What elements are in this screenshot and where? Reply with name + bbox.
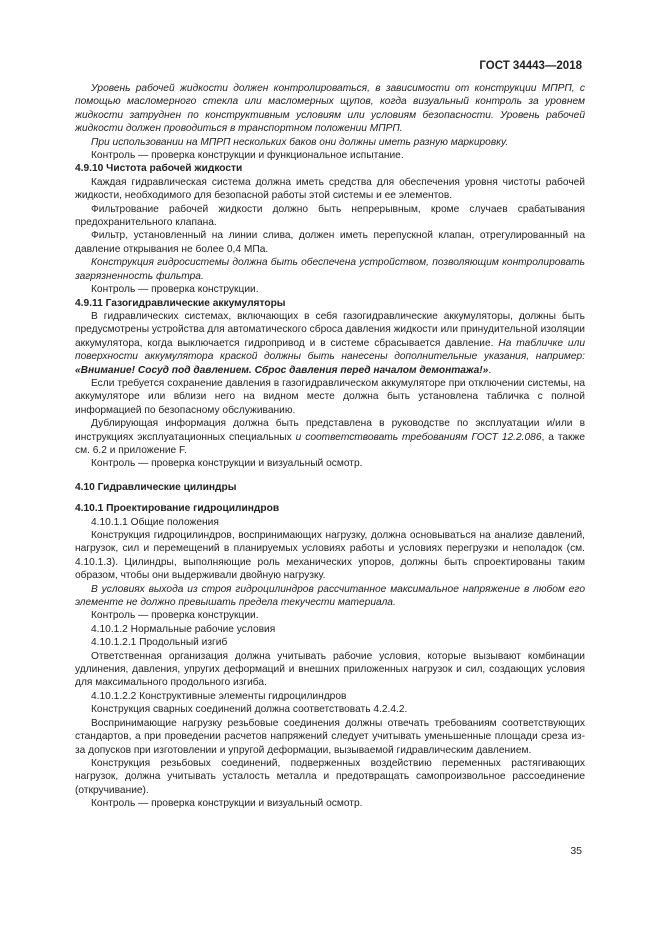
italic-paragraph: Конструкция гидросистемы должна быть обеспечена устройством, позволяющим контролировать загрязненность фильтра.: [75, 257, 585, 282]
text-run: «Внимание! Сосуд под давлением. Сброс давления перед началом демонтажа!»: [75, 364, 489, 376]
text-run: На табличке или поверхности аккумулятора краской должны быть нанесены дополнительные указания, например:: [75, 337, 585, 363]
paragraph: Конструкция резьбовых соединений, подверженных воздействию переменных растягивающих нагрузок, должна учитывать усталость металла и предотвращать самопроизвольное рассоединение (откручивание).: [75, 757, 585, 796]
paragraph: [75, 310, 585, 377]
paragraph: [75, 417, 585, 457]
spacer: [75, 471, 585, 481]
text-run: , а также см. 6.2 и приложение F.: [75, 431, 585, 456]
paragraph: 4.10.1.2.1 Продольный изгиб: [91, 637, 228, 649]
standard-designation: ГОСТ 34443—2018: [479, 60, 582, 72]
paragraph: 4.10.1.1 Общие положения: [91, 516, 219, 528]
text-run: и соответствовать требованиям ГОСТ 12.2.086: [295, 431, 542, 443]
section-heading: 4.10.1 Проектирование гидроцилиндров: [75, 503, 280, 515]
section-heading: 4.9.11 Газогидравлические аккумуляторы: [75, 297, 286, 309]
page-number: 35: [570, 845, 582, 857]
italic-paragraph: Уровень рабочей жидкости должен контролироваться, в зависимости от конструкции МПРП, с помощью масломерного стекла или масломерных щупов, когда визуальный контроль за уровнем жидкости затруднен по конструктивным условиям или условиям безопасности. Уровень рабочей жидкости должен проводиться в транспортном положении МПРП.: [75, 83, 585, 135]
italic-paragraph: При использовании на МПРП нескольких баков они должны иметь разную маркировку.: [91, 136, 509, 148]
paragraph: Конструкция сварных соединений должна соответствовать 4.2.4.2.: [91, 704, 408, 716]
section-heading: 4.9.10 Чистота рабочей жидкости: [75, 163, 243, 175]
paragraph: Контроль — проверка конструкции и визуальный осмотр.: [91, 458, 363, 470]
paragraph: Контроль — проверка конструкции и функциональное испытание.: [91, 150, 404, 162]
text-run: .: [488, 364, 492, 376]
paragraph: Каждая гидравлическая система должна иметь средства для обеспечения уровня чистоты рабочей жидкости, необходимого для безопасной работы этой системы и ее элементов.: [75, 176, 585, 202]
paragraph: Конструкция гидроцилиндров, воспринимающих нагрузку, должна основываться на анализе давлений, нагрузок, сил и перемещений в планируемых условиях работы и условиях перегрузки и неполадок (см. 4.10.1.3). Цилиндры, выполняющие роль механических упоров, должны быть спроектированы таким образом, чтобы они выдерживали двойную нагрузку.: [75, 530, 585, 582]
paragraph: Воспринимающие нагрузку резьбовые соединения должны отвечать требованиям соответствующих стандартов, а при проведении расчетов напряжений следует учитывать уменьшенные площади среза из-за допусков при изготовлении и упругой деформации, вызываемой гидравлическим давлением.: [75, 717, 585, 756]
paragraph: Фильтр, установленный на линии слива, должен иметь перепускной клапан, отрегулированный на давление открывания не более 0,4 МПа.: [75, 230, 585, 255]
paragraph: Ответственная организация должна учитывать рабочие условия, которые вызывают комбинации удлинения, давления, упругих деформаций и внешних приложенных нагрузок и сил, создающих условия для максимального продольного изгиба.: [75, 650, 585, 689]
paragraph: 4.10.1.2 Нормальные рабочие условия: [91, 623, 276, 635]
section-heading: 4.10 Гидравлические цилиндры: [75, 481, 237, 493]
text-run: Дублирующая информация должна быть представлена в руководстве по эксплуатации и/или в инструкциях эксплуатационных специальных: [75, 418, 585, 443]
spacer: [75, 494, 585, 502]
paragraph: Контроль — проверка конструкции.: [91, 610, 259, 622]
italic-paragraph: В условиях выхода из строя гидроцилиндров рассчитанное максимальное напряжение в любом его элементе не должно превышать предела текучести материала.: [75, 583, 585, 609]
paragraph: Фильтрование рабочей жидкости должно быть непрерывным, кроме случаев срабатывания предохранительного клапана.: [75, 203, 585, 229]
paragraph: 4.10.1.2.2 Конструктивные элементы гидроцилиндров: [91, 690, 347, 702]
text-run: В гидравлических системах, включающих в себя газогидравлические аккумуляторы, должны быть предусмотрены устройства для автоматического сброса давления жидкости или принудительной изоляции аккумулятора, когда выключается гидропривод и в системе сбрасывается давление.: [75, 310, 585, 349]
document-body: [75, 82, 585, 811]
paragraph: Контроль — проверка конструкции.: [91, 284, 259, 296]
paragraph: Контроль — проверка конструкции и визуальный осмотр.: [91, 798, 363, 810]
paragraph: Если требуется сохранение давления в газогидравлическом аккумуляторе при отключении системы, на аккумуляторе или вблизи него на видном месте должна быть установлена табличка с полной информацией по безопасному обслуживанию.: [75, 377, 585, 416]
